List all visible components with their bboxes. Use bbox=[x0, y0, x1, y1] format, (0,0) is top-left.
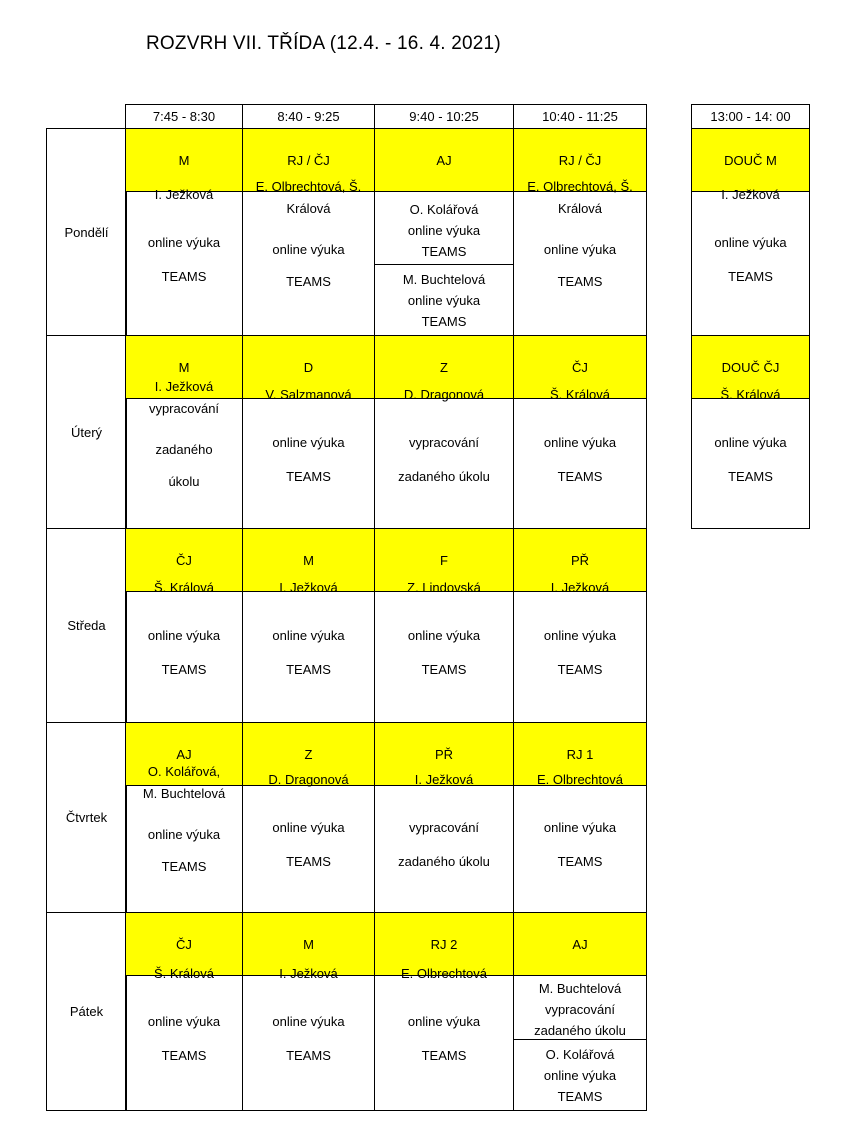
time-slot-header: 9:40 - 10:25 bbox=[374, 104, 514, 129]
cell-line: online výuka bbox=[147, 234, 221, 250]
cell-line: Š. Králová bbox=[550, 386, 610, 402]
cell-line: Z. Lindovská bbox=[407, 580, 481, 595]
page-title: ROZVRH VII. TŘÍDA (12.4. - 16. 4. 2021) bbox=[146, 33, 501, 54]
cell-line: vypracování bbox=[544, 1002, 616, 1017]
cell-line: online výuka bbox=[714, 234, 787, 250]
lesson-details bbox=[513, 772, 647, 913]
cell-line: online výuka bbox=[272, 434, 345, 450]
lesson-details bbox=[374, 966, 514, 1111]
cell-line: I. Ježková bbox=[721, 186, 780, 202]
day-label: Pondělí bbox=[46, 128, 127, 336]
cell-line: O. Kolářová, bbox=[147, 764, 221, 779]
cell-line: TEAMS bbox=[557, 1088, 603, 1104]
cell-line: vypracování bbox=[408, 820, 480, 835]
lesson-details bbox=[242, 178, 375, 336]
day-label: Úterý bbox=[46, 335, 127, 529]
subject-cell: M bbox=[125, 128, 243, 192]
subject-cell: D bbox=[242, 335, 375, 399]
cell-line: TEAMS bbox=[161, 662, 207, 677]
cell-line: TEAMS bbox=[557, 662, 603, 677]
cell-line: D. Dragonová bbox=[268, 772, 349, 787]
time-slot-header: 10:40 - 11:25 bbox=[513, 104, 647, 129]
cell-line: TEAMS bbox=[161, 859, 207, 874]
cell-line: I. Ježková bbox=[154, 186, 214, 202]
lesson-details bbox=[691, 386, 810, 529]
cell-line: zadaného úkolu bbox=[534, 1023, 626, 1038]
cell-line: Š. Králová bbox=[154, 966, 214, 981]
subject-cell: RJ / ČJ bbox=[513, 128, 647, 192]
lesson-details bbox=[691, 186, 810, 336]
cell-line: M. Buchtelová bbox=[402, 271, 486, 287]
lesson-details bbox=[374, 772, 514, 913]
cell-line: TEAMS bbox=[421, 313, 467, 329]
cell-line: TEAMS bbox=[286, 662, 331, 677]
subject-cell: RJ / ČJ bbox=[242, 128, 375, 192]
cell-line: zadaného úkolu bbox=[398, 468, 490, 484]
cell-line: O. Kolářová bbox=[409, 201, 479, 217]
subject-cell: PŘ bbox=[374, 722, 514, 786]
cell-line: online výuka bbox=[543, 434, 617, 450]
cell-line: online výuka bbox=[543, 820, 617, 835]
day-label: Čtvrtek bbox=[46, 722, 127, 913]
cell-line: online výuka bbox=[272, 1014, 345, 1029]
cell-line: TEAMS bbox=[161, 268, 207, 284]
cell-line: online výuka bbox=[147, 1014, 221, 1029]
cell-line: online výuka bbox=[272, 628, 345, 643]
lesson-details bbox=[242, 386, 375, 529]
cell-line: E. Olbrechtová, Š. bbox=[527, 178, 633, 194]
subject-cell: Z bbox=[374, 335, 514, 399]
subject-cell: ČJ bbox=[513, 335, 647, 399]
cell-line: TEAMS bbox=[421, 662, 467, 677]
cell-line: online výuka bbox=[543, 241, 617, 257]
cell-line: online výuka bbox=[407, 292, 481, 308]
cell-line: Králová bbox=[557, 200, 603, 216]
cell-line: Š. Králová bbox=[720, 386, 781, 402]
cell-line: online výuka bbox=[543, 1067, 617, 1083]
cell-line: vypracování bbox=[408, 434, 480, 450]
subject-cell: M bbox=[242, 912, 375, 976]
time-slot-header: 7:45 - 8:30 bbox=[125, 104, 243, 129]
day-label: Pátek bbox=[46, 912, 127, 1111]
cell-line: TEAMS bbox=[421, 243, 467, 259]
cell-line: online výuka bbox=[714, 434, 787, 450]
lesson-details bbox=[125, 580, 243, 723]
cell-line: I. Ježková bbox=[414, 772, 474, 787]
cell-line: TEAMS bbox=[557, 273, 603, 289]
cell-line: zadaného bbox=[155, 441, 213, 457]
subject-cell: M bbox=[242, 528, 375, 592]
cell-line: zadaného úkolu bbox=[398, 854, 490, 869]
cell-line: M. Buchtelová bbox=[538, 981, 622, 996]
cell-line: TEAMS bbox=[286, 1048, 331, 1063]
cell-line: TEAMS bbox=[286, 854, 331, 869]
cell-line: online výuka bbox=[543, 628, 617, 643]
cell-line: I. Ježková bbox=[279, 580, 338, 595]
cell-line: D. Dragonová bbox=[403, 386, 485, 402]
cell-line: TEAMS bbox=[286, 468, 331, 484]
lesson-details bbox=[125, 966, 243, 1111]
lesson-details bbox=[374, 386, 514, 529]
cell-line: TEAMS bbox=[161, 1048, 207, 1063]
cell-line: I. Ježková bbox=[154, 378, 214, 394]
cell-line: TEAMS bbox=[421, 1048, 467, 1063]
cell-line: E. Olbrechtová bbox=[401, 966, 487, 981]
cell-line: I. Ježková bbox=[279, 966, 338, 981]
lesson-details bbox=[374, 580, 514, 723]
lesson-details bbox=[125, 378, 243, 529]
subject-cell: DOUČ M bbox=[691, 128, 810, 192]
cell-line: TEAMS bbox=[286, 273, 331, 289]
lesson-details bbox=[125, 186, 243, 336]
cell-line: TEAMS bbox=[557, 468, 603, 484]
subject-cell: AJ bbox=[513, 912, 647, 976]
lesson-details bbox=[513, 580, 647, 723]
subject-cell: ČJ bbox=[125, 528, 243, 592]
cell-line: online výuka bbox=[272, 241, 345, 257]
cell-line: online výuka bbox=[407, 222, 481, 238]
cell-line: E. Olbrechtová, Š. bbox=[255, 178, 362, 194]
time-slot-header: 8:40 - 9:25 bbox=[242, 104, 375, 129]
cell-line: online výuka bbox=[147, 827, 221, 842]
cell-line: TEAMS bbox=[557, 854, 603, 869]
subject-cell: AJ bbox=[125, 722, 243, 786]
subject-cell: RJ 2 bbox=[374, 912, 514, 976]
subject-cell: DOUČ ČJ bbox=[691, 335, 810, 399]
cell-line: úkolu bbox=[168, 473, 200, 489]
lesson-details bbox=[513, 975, 647, 1111]
cell-divider bbox=[375, 264, 513, 265]
lesson-details bbox=[242, 580, 375, 723]
subject-cell: ČJ bbox=[125, 912, 243, 976]
cell-line: vypracování bbox=[148, 400, 220, 416]
cell-line: V. Salzmanová bbox=[265, 386, 352, 402]
lesson-details bbox=[125, 764, 243, 913]
cell-line: online výuka bbox=[147, 628, 221, 643]
subject-cell: PŘ bbox=[513, 528, 647, 592]
subject-cell: RJ 1 bbox=[513, 722, 647, 786]
lesson-details bbox=[242, 772, 375, 913]
cell-line: TEAMS bbox=[728, 268, 773, 284]
lesson-details bbox=[513, 386, 647, 529]
cell-line: Š. Králová bbox=[154, 580, 214, 595]
time-slot-header: 13:00 - 14: 00 bbox=[691, 104, 810, 129]
subject-cell: Z bbox=[242, 722, 375, 786]
lesson-details bbox=[374, 191, 514, 336]
cell-line: E. Olbrechtová bbox=[537, 772, 623, 787]
subject-cell: M bbox=[125, 335, 243, 399]
cell-line: online výuka bbox=[272, 820, 345, 835]
cell-line: Králová bbox=[286, 200, 331, 216]
day-label: Středa bbox=[46, 528, 127, 723]
cell-line: O. Kolářová bbox=[545, 1046, 615, 1062]
cell-line: online výuka bbox=[407, 628, 481, 643]
lesson-details bbox=[513, 178, 647, 336]
cell-line: TEAMS bbox=[728, 468, 773, 484]
subject-cell: AJ bbox=[374, 128, 514, 192]
lesson-details bbox=[242, 966, 375, 1111]
cell-line: M. Buchtelová bbox=[142, 786, 226, 801]
subject-cell: F bbox=[374, 528, 514, 592]
cell-line: online výuka bbox=[407, 1014, 481, 1029]
cell-line: I. Ježková bbox=[550, 580, 610, 595]
